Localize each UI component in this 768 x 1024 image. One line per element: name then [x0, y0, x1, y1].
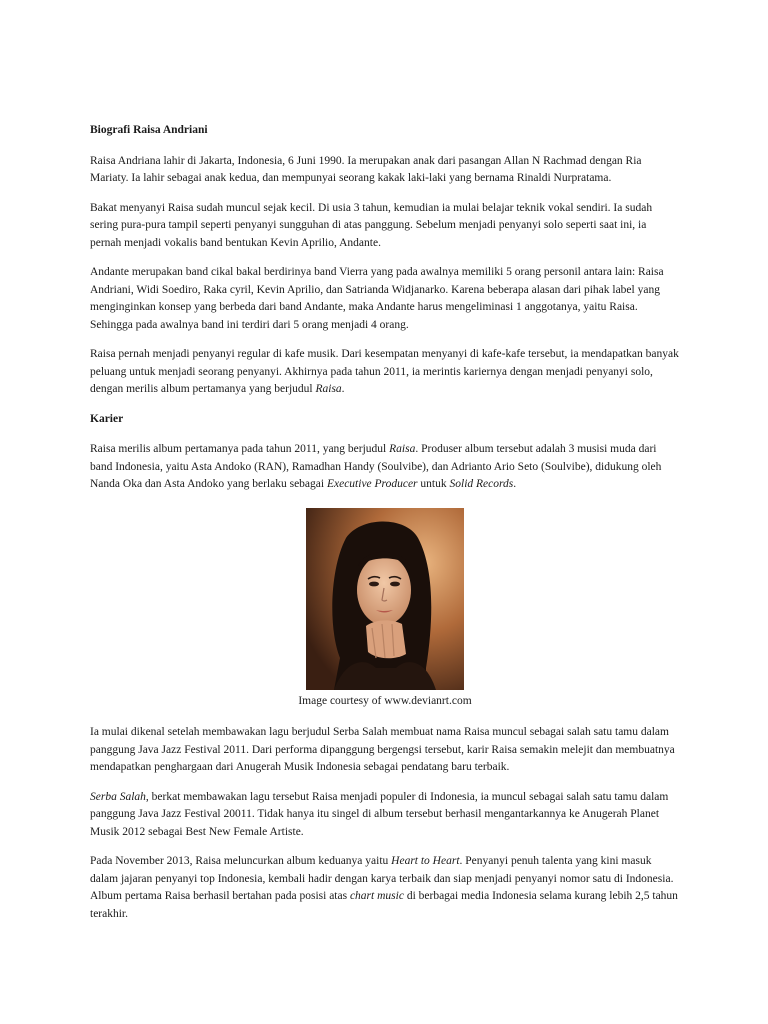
- document-page: [90, 122, 680, 935]
- career-paragraph-3: [90, 789, 680, 842]
- bio-paragraph-4: [90, 346, 680, 399]
- text-run: di berbagai media Indonesia selama kurang lebih 2,5 tahun terakhir.: [90, 890, 678, 920]
- text-run: , berkat membawakan lagu tersebut Raisa menjadi populer di Indonesia, ia muncul sebagai salah satu tamu dalam panggung Java Jazz Festival 20011. Tidak hanya itu singel di album tersebut berhasil mengantarkannya ke Anugerah Planet Musik 2012 sebagai Best New Female Artiste.: [90, 790, 669, 838]
- text-run: . Produser album tersebut adalah 3 musisi muda dari band Indonesia, yaitu Asta Andoko (RAN), Ramadhan Handy (Soulvibe), dan Adrianto Ario Seto (Soulvibe), didukung oleh Nanda Oka dan Asta Andoko yang berlaku sebagai: [90, 443, 662, 490]
- portrait-figure: [90, 508, 680, 711]
- chart-music-italic: chart music: [349, 890, 404, 902]
- image-caption: Image courtesy of www.devianrt.com: [298, 694, 472, 707]
- album-title-italic: Raisa: [315, 383, 342, 395]
- career-paragraph-1: [90, 441, 680, 494]
- document-title: Biografi Raisa Andriani: [90, 124, 208, 136]
- text-run: Raisa pernah menjadi penyanyi regular di kafe musik. Dari kesempatan menyanyi di kafe-kafe tersebut, ia mendapatkan banyak peluang untuk menjadi seorang penyanyi. Akhirnya pada tahun 2011, ia merintis kariernya dengan menjadi penyanyi solo, dengan merilis album pertamanya yang berjudul: [90, 348, 679, 395]
- text-run: .: [341, 383, 345, 395]
- bio-paragraph-2: Bakat menyanyi Raisa sudah muncul sejak kecil. Di usia 3 tahun, kemudian ia mulai belajar teknik vokal sendiri. Ia sudah sering pura-pura tampil seperti penyanyi sungguhan di atas panggung. Sebelum menjadi penyanyi solo seperti saat ini, ia pernah menjadi vokalis band bentukan Kevin Aprilio, Andante.: [90, 201, 653, 249]
- career-paragraph-4: [90, 853, 680, 923]
- album-title-italic: Heart to Heart: [391, 855, 460, 867]
- song-title-italic: Serba Salah: [90, 790, 146, 803]
- role-italic: Executive Producer: [326, 478, 418, 490]
- text-run: . Penyanyi penuh talenta yang kini masuk dalam jajaran penyanyi top Indonesia, kembali hadir dengan karya terbaik dan siap menjadi penyanyi nomor satu di Indonesia. Album pertama Raisa berhasil bertahan pada posisi atas: [90, 855, 674, 902]
- text-run: Pada November 2013, Raisa meluncurkan album keduanya yaitu: [90, 855, 392, 867]
- bio-paragraph-1: Raisa Andriana lahir di Jakarta, Indonesia, 6 Juni 1990. Ia merupakan anak dari pasangan Allan N Rachmad dengan Ria Mariaty. Ia lahir sebagai anak kedua, dan mempunyai seorang kakak laki-laki yang bernama Rinaldi Nurpratama.: [90, 154, 642, 184]
- career-heading: Karier: [90, 412, 124, 425]
- portrait-photo: [306, 508, 464, 690]
- career-paragraph-2: Ia mulai dikenal setelah membawakan lagu berjudul Serba Salah membuat nama Raisa muncul sebagai salah satu tamu dalam panggung Java Jazz Festival 2011. Dari performa dipanggung bergengsi tersebut, karir Raisa semakin melejit dan membuatnya mendapatkan penghargaan dari Anugerah Musik Indonesia sebagai pendatang baru terbaik.: [90, 726, 675, 773]
- text-run: .: [513, 478, 517, 490]
- label-italic: Solid Records: [449, 478, 514, 490]
- text-run: untuk: [417, 478, 450, 490]
- album-title-italic: Raisa: [389, 443, 416, 455]
- bio-paragraph-3: Andante merupakan band cikal bakal berdirinya band Vierra yang pada awalnya memiliki 5 orang personil antara lain: Raisa Andriani, Widi Soediro, Raka cyril, Kevin Aprilio, dan Satrianda Widjanarko. Karena beberapa alasan dari pihak label yang menginginkan konsep yang berbeda dari band Andante, maka Andante harus mengeliminasi 1 anggotanya, yaitu Raisa. Sehingga pada awalnya band ini terdiri dari 5 orang menjadi 4 orang.: [90, 266, 664, 331]
- text-run: Raisa merilis album pertamanya pada tahun 2011, yang berjudul: [90, 443, 390, 455]
